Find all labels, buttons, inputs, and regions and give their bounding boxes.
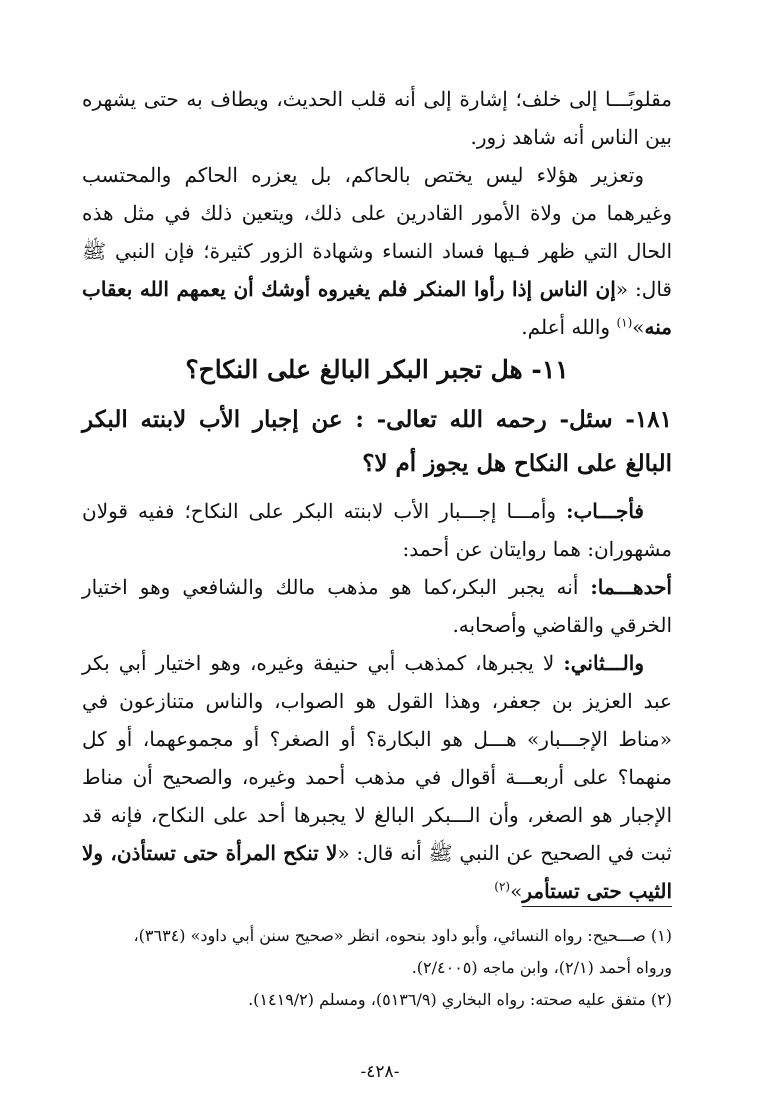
footnotes (82, 920, 672, 1016)
hadith-quote-1: إن الناس إذا رأوا المنكر فلم يغيروه أوشك أن يعمهم الله بعقاب منه (82, 277, 672, 339)
chapter-title: ١١- هل تجبر البكر البالغ على النكاح؟ (185, 355, 569, 384)
second-opinion: والـــثاني: لا يجبرها، كمذهب أبي حنيفة وغيره، وهو اختيار أبي بكر عبد العزيز بن جعفر، وهذا القول هو الصواب، والناس متنازعون في «مناط الإجـــبار» هـــل هو البكارة؟ أو الصغر؟ أو مجموعهما، أو كل منهما؟ على أربعـــة أقوال في مذهب أحمد وغيره، والصحيح أن مناط الإجبار هو الصغر، وأن الـــبكر البالغ لا يجبرها أحد على النكاح، فإنه قد ثبت في الصحيح عن النبي ﷺ أنه قال: «لا تنكح المرأة حتى تستأذن، ولا الثيب حتى تستأمر»$^{(٢)}$ (82, 651, 673, 903)
main-text (82, 80, 672, 910)
second-opinion-label: والـــثاني: (563, 651, 644, 675)
footnote-1-line-1: (١) صـــحيح: رواه النسائي، وأبو داود بنحوه، انظر «صحيح سنن أبي داود» (٣٦٣٤)، (133, 926, 672, 945)
answer-label: فأجـــاب: (566, 499, 644, 523)
paragraph-2: وتعزير هؤلاء ليس يختص بالحاكم، بل يعزره الحاكم والمحتسب وغيرهما من ولاة الأمور القادرين على ذلك، ويتعين ذلك في مثل هذه الحال التي ظهر فـيها فساد النساء وشهادة الزور كثيرة؛ فإن النبي ﷺ قال: «إن الناس إذا رأوا المنكر فلم يغيروه أوشك أن يعمهم الله بعقاب منه»$^{(١)}$ والله أعلم. (82, 163, 672, 339)
first-opinion-label: أحدهـــما: (590, 575, 672, 599)
footnote-ref-2: (٢) (494, 879, 511, 894)
hadith-quote-2: لا تنكح المرأة حتى تستأذن، ولا الثيب حتى تستأمر (82, 841, 672, 903)
question-heading: ١٨١- سئل- رحمه الله تعالى- : عن إجبار الأب لابنته البكر البالغ على النكاح هل يجوز أم لا؟ (82, 406, 672, 477)
footnote-ref-1: (١) (616, 315, 633, 330)
footnote-divider (522, 906, 672, 907)
paragraph-1: مقلوبًـــا إلى خلف؛ إشارة إلى أنه قلب الحديث، ويطاف به حتى يشهره بين الناس أنه شاهد زور. (82, 87, 672, 149)
footnote-1-line-2: ورواه أحمد (٢/١)، وابن ماجه (٢/٤٠٠٥). (411, 958, 672, 977)
footnote-2: (٢) متفق عليه صحته: رواه البخاري (٥١٣٦/٩)، ومسلم (١٤١٩/٢). (248, 990, 672, 1009)
first-opinion: أحدهـــما: أنه يجبر البكر،كما هو مذهب مالك والشافعي وهو اختيار الخرقي والقاضي وأصحابه. (82, 575, 672, 637)
answer-paragraph: فأجـــاب: وأمـــا إجـــبار الأب لابنته البكر على النكاح؛ ففيه قولان مشهوران: هما روايتان عن أحمد: (82, 499, 672, 561)
page-number: -٤٢٨- (360, 1062, 400, 1082)
